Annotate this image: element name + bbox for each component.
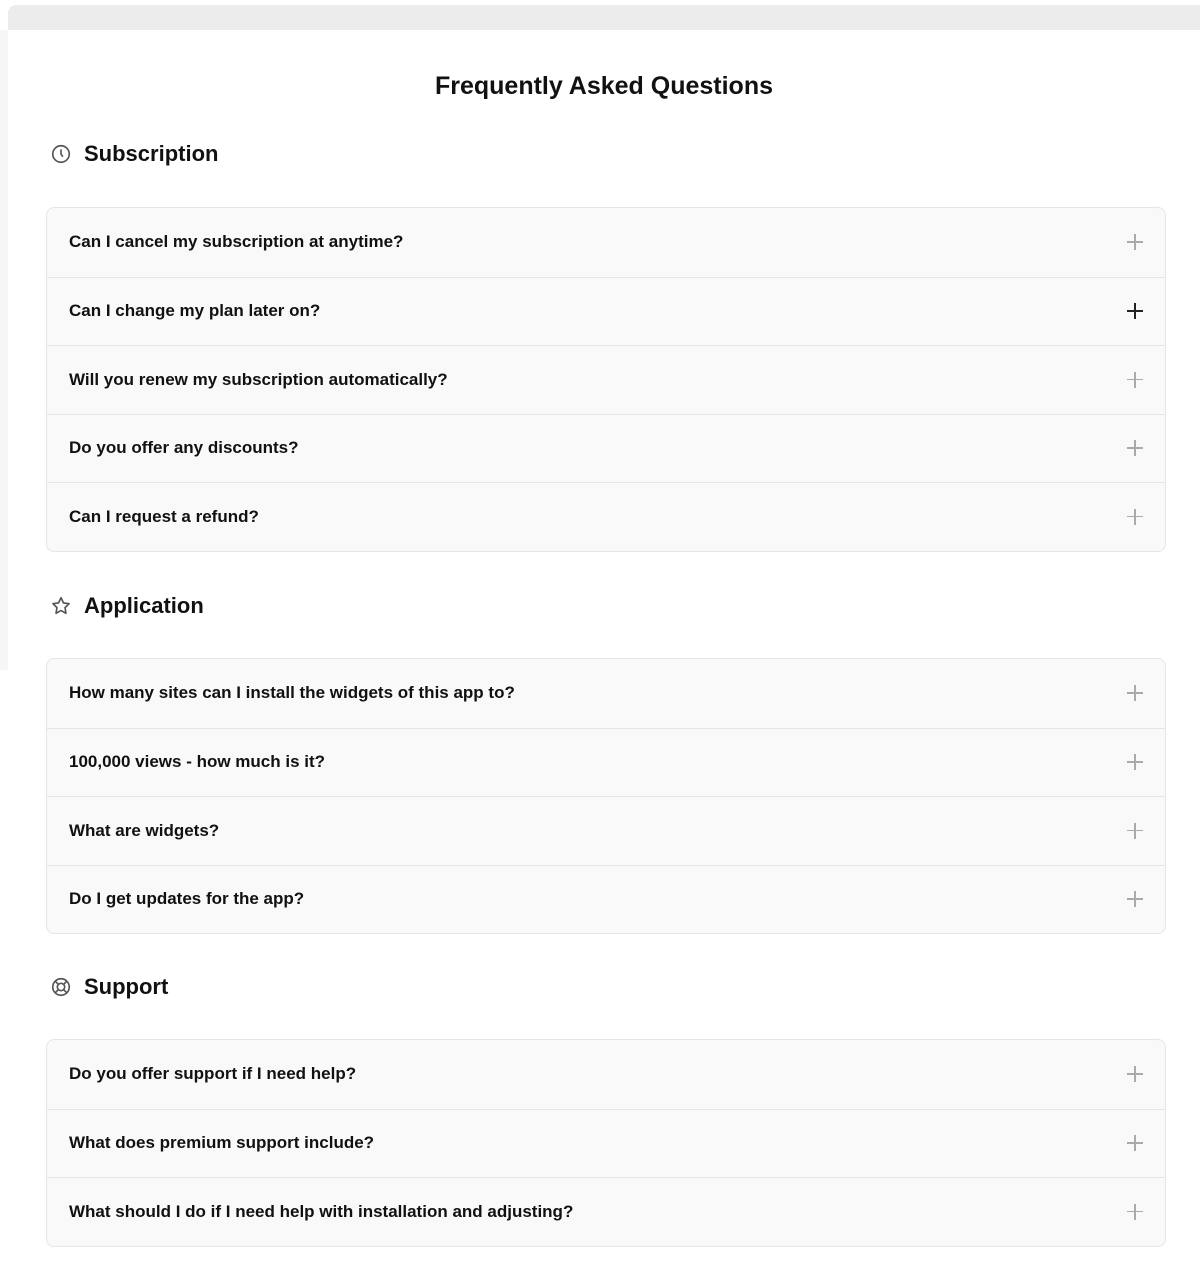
faq-item[interactable] [47,277,1165,346]
plus-icon[interactable] [1127,1135,1143,1151]
section-title: Subscription [84,141,219,166]
faq-item[interactable] [47,414,1165,483]
question-text: What should I do if I need help with installation and adjusting? [69,1201,574,1221]
plus-icon[interactable] [1127,1204,1143,1220]
lifebuoy-icon [50,976,72,998]
plus-icon[interactable] [1127,823,1143,839]
question-text: 100,000 views - how much is it? [69,752,326,772]
plus-icon[interactable] [1127,372,1143,388]
question-text: Do I get updates for the app? [69,889,305,909]
plus-icon[interactable] [1127,754,1143,770]
section-title: Support [84,974,169,999]
question-text: Do you offer any discounts? [69,438,299,458]
faq-item[interactable] [47,208,1165,277]
section-heading-subscription [50,141,218,167]
question-text: Will you renew my subscription automatically? [69,369,448,389]
question-text: Can I request a refund? [69,506,259,526]
top-bar [8,5,1200,30]
faq-item[interactable] [47,345,1165,414]
page-title: Frequently Asked Questions [434,72,774,100]
faq-item[interactable] [47,1109,1165,1178]
left-edge [0,30,8,670]
question-text: Can I cancel my subscription at anytime? [69,232,404,252]
question-text: What are widgets? [69,820,220,840]
faq-item[interactable] [47,865,1165,934]
faq-item[interactable] [47,1040,1165,1109]
plus-icon[interactable] [1127,234,1143,250]
plus-icon[interactable] [1127,440,1143,456]
plus-icon[interactable] [1127,891,1143,907]
section-heading-application [50,593,204,619]
faq-item[interactable] [47,728,1165,797]
question-text: Can I change my plan later on? [69,301,321,321]
faq-item[interactable] [47,1177,1165,1246]
faq-item[interactable] [47,659,1165,728]
plus-icon[interactable] [1127,509,1143,525]
section-heading-support [50,974,168,1000]
plus-icon[interactable] [1127,303,1143,319]
section-title: Application [84,593,204,618]
star-icon [50,595,72,617]
faq-card-subscription [46,207,1166,552]
faq-item[interactable] [47,482,1165,551]
plus-icon[interactable] [1127,1066,1143,1082]
question-text: How many sites can I install the widgets of this app to? [69,683,515,703]
clock-icon [50,143,72,165]
faq-card-application [46,658,1166,934]
faq-card-support [46,1039,1166,1247]
question-text: What does premium support include? [69,1133,375,1153]
plus-icon[interactable] [1127,685,1143,701]
faq-item[interactable] [47,796,1165,865]
question-text: Do you offer support if I need help? [69,1064,357,1084]
